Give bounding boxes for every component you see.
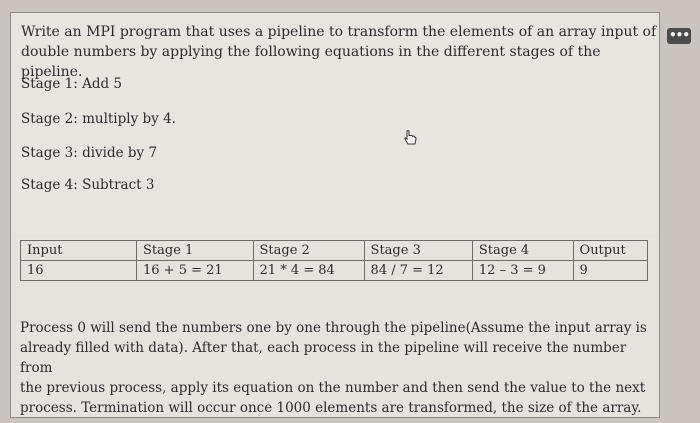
process-line-3: the previous process, apply its equation on the number and then send the value to the next [20,380,646,396]
stage-2-text: Stage 2: multiply by 4. [21,111,176,127]
header-input: Input [21,241,137,261]
cell-input: 16 [21,261,137,281]
stage-3-text: Stage 3: divide by 7 [21,145,158,161]
hand-pointer-icon [404,130,418,150]
question-line-2: double numbers by applying the following equations in the different stages of the pipeline. [21,44,601,80]
question-text [21,22,661,82]
cell-output: 9 [573,261,647,281]
cell-stage-3: 84 / 7 = 12 [364,261,472,281]
process-description [20,318,650,418]
header-stage-2: Stage 2 [253,241,364,261]
stage-4-text: Stage 4: Subtract 3 [21,177,155,193]
header-stage-1: Stage 1 [137,241,254,261]
table-row [21,261,648,281]
cell-stage-4: 12 – 3 = 9 [472,261,573,281]
question-line-1: Write an MPI program that uses a pipeline to transform the elements of an array input of [21,24,657,40]
question-panel [12,14,658,234]
cell-stage-1: 16 + 5 = 21 [137,261,254,281]
pipeline-table [20,240,648,281]
header-output: Output [573,241,647,261]
cell-stage-2: 21 * 4 = 84 [253,261,364,281]
more-options-button[interactable]: ••• [668,28,689,42]
process-line-1: Process 0 will send the numbers one by one through the pipeline(Assume the input array is [20,320,647,336]
process-line-2: already filled with data). After that, each process in the pipeline will receive the number from [20,340,627,376]
header-stage-4: Stage 4 [472,241,573,261]
stage-1-text: Stage 1: Add 5 [21,76,122,92]
header-stage-3: Stage 3 [364,241,472,261]
process-line-4: process. Termination will occur once 1000 elements are transformed, the size of the array. [20,400,642,416]
table-header-row [21,241,648,261]
